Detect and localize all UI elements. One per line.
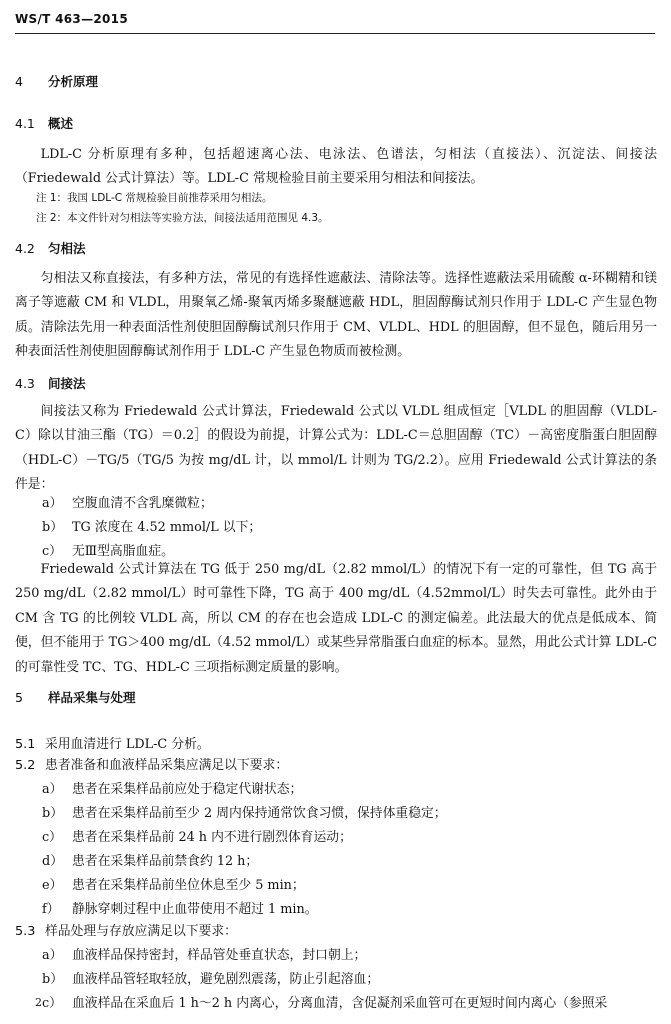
item-label: c）	[42, 544, 62, 559]
item-label: b）	[42, 806, 63, 821]
item-text: 血液样品在采血后 1 h～2 h 内离心，分离血清，含促凝剂采血管可在更短时间内离心（参照采	[72, 996, 608, 1011]
item-text: 静脉穿刺过程中止血带使用不超过 1 min。	[72, 902, 318, 917]
paragraph-homogeneous: 匀相法又称直接法，有多种方法，常见的有选择性遮蔽法、清除法等。选择性遮蔽法采用硫酸 α-环糊精和镁离子等遮蔽 CM 和 VLDL，用聚氧乙烯-聚氧丙烯多聚醚遮蔽 HDL，胆固醇酶试剂只作用于 LDL-C 产生显色物质。清除法先用一种表面活性剂使胆固醇酶试剂只作用于 CM、VLDL、HDL 的胆固醇，但不显色，随后用另一种表面活性剂使胆固醇酶试剂作用于 LDL-C 产生显色物质而被检测。	[15, 271, 657, 360]
item-label: c）	[42, 996, 62, 1011]
item-text: 血液样品管轻取轻放，避免剧烈震荡，防止引起溶血；	[72, 972, 380, 987]
clause-text: 采用血清进行 LDL-C 分析。	[45, 737, 210, 752]
clause-number: 5.3	[15, 924, 36, 939]
item-label: b）	[42, 520, 63, 535]
requirement-item	[42, 944, 366, 963]
header-rule	[15, 33, 655, 34]
section-number: 4	[15, 74, 23, 89]
section-number: 5	[15, 690, 23, 705]
clause-5-1	[15, 733, 210, 752]
item-text: 患者在采集样品前禁食约 12 h；	[72, 854, 259, 869]
note-1: 注 1：我国 LDL-C 常规检验目前推荐采用匀相法。	[36, 192, 273, 204]
clause-5-3	[15, 920, 237, 939]
item-label: b）	[42, 972, 63, 987]
paragraph-overview: LDL-C 分析原理有多种，包括超速离心法、电泳法、色谱法，匀相法（直接法）、沉淀法、间接法（Friedewald 公式计算法）等。LDL-C 常规检验目前主要采用匀相法和间接法。	[15, 147, 657, 187]
paragraph-indirect: 间接法又称为 Friedewald 公式计算法，Friedewald 公式以 VLDL 组成恒定［VLDL 的胆固醇（VLDL-C）除以甘油三酯（TG）＝0.2］的假设为前提，计算公式为：LDL-C＝总胆固醇（TC）－高密度脂蛋白胆固醇（HDL-C）－TG/5（TG/5 为按 mg/dL 计，以 mmol/L 计则为 TG/2.2）。应用 Friedewald 公式计算法的条件是：	[15, 404, 657, 493]
item-label: c）	[42, 830, 62, 845]
condition-item	[42, 516, 261, 535]
item-text: TG 浓度在 4.52 mmol/L 以下；	[72, 520, 262, 535]
section-title: 样品采集与处理	[48, 690, 136, 705]
section-5-heading	[15, 688, 136, 706]
item-text: 患者在采集样品前至少 2 周内保持通常饮食习惯，保持体重稳定；	[72, 806, 447, 821]
section-title: 分析原理	[48, 74, 99, 89]
item-label: a）	[42, 496, 63, 511]
requirement-item	[42, 826, 352, 845]
section-number: 4.3	[15, 376, 35, 391]
requirement-item	[42, 802, 447, 821]
requirement-item	[42, 992, 607, 1011]
section-4-2-heading	[15, 239, 86, 257]
item-text: 空腹血清不含乳糜微粒；	[72, 496, 213, 511]
note-2: 注 2：本文件针对匀相法等实验方法，间接法适用范围见 4.3。	[36, 212, 329, 224]
section-title: 间接法	[48, 376, 86, 391]
requirement-item	[42, 874, 305, 893]
item-text: 血液样品保持密封，样品管处垂直状态，封口朝上；	[72, 948, 367, 963]
section-4-heading	[15, 72, 98, 90]
requirement-item	[42, 778, 302, 797]
item-text: 患者在采集样品前坐位休息至少 5 min；	[72, 878, 305, 893]
item-label: a）	[42, 782, 63, 797]
item-text: 无Ⅲ型高脂血症。	[72, 544, 174, 559]
requirement-item	[42, 898, 318, 917]
item-label: a）	[42, 948, 63, 963]
item-label: e）	[42, 878, 63, 893]
section-title: 概述	[48, 116, 74, 131]
clause-number: 5.2	[15, 758, 36, 773]
page-number: 2	[35, 996, 42, 1009]
paragraph-reliability: Friedewald 公式计算法在 TG 低于 250 mg/dL（2.82 mmol/L）的情况下有一定的可靠性，但 TG 高于 250 mg/dL（2.82 mmol/L）时可靠性下降，TG 高于 400 mg/dL（4.52mmol/L）时失去可靠性。此外由于 CM 含 TG 的比例较 VLDL 高，所以 CM 的存在也会造成 LDL-C 的测定偏差。此法最大的优点是低成本、简便，但不能用于 TG＞400 mg/dL（4.52 mmol/L）或某些异常脂蛋白血症的标本。显然，用此公式计算 LDL-C 的可靠性受 TC、TG、HDL-C 三项指标测定质量的影响。	[15, 562, 657, 675]
section-number: 4.2	[15, 241, 35, 256]
section-4-1-heading	[15, 114, 73, 132]
requirement-item	[42, 850, 258, 869]
item-text: 患者在采集样品前应处于稳定代谢状态；	[72, 782, 303, 797]
clause-text: 样品处理与存放应满足以下要求：	[45, 924, 237, 939]
section-4-3-heading	[15, 374, 86, 392]
condition-item	[42, 492, 213, 511]
condition-item	[42, 540, 174, 559]
item-text: 患者在采集样品前 24 h 内不进行剧烈体育运动；	[72, 830, 352, 845]
section-title: 匀相法	[48, 241, 86, 256]
clause-number: 5.1	[15, 737, 36, 752]
item-label: d）	[42, 854, 63, 869]
standard-number: WS/T 463—2015	[15, 12, 128, 26]
section-number: 4.1	[15, 116, 35, 131]
clause-5-2	[15, 754, 288, 773]
requirement-item	[42, 968, 379, 987]
clause-text: 患者准备和血液样品采集应满足以下要求：	[45, 758, 289, 773]
item-label: f）	[42, 902, 60, 917]
